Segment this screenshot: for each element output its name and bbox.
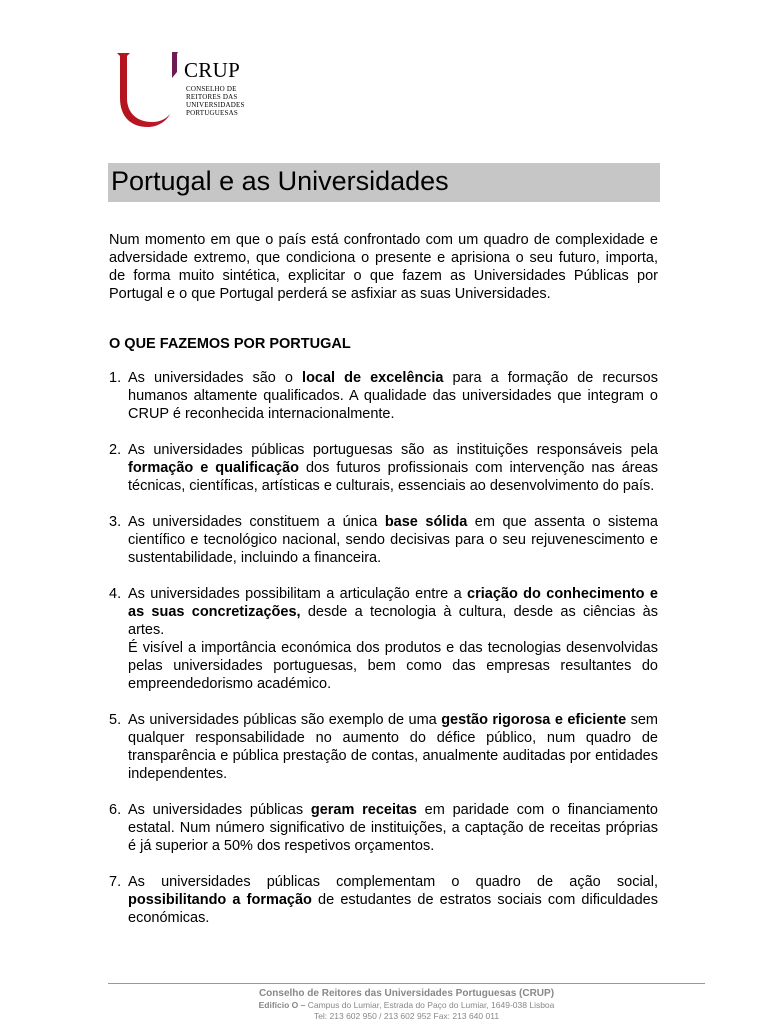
list-item-text: As universidades públicas portuguesas são as instituições responsáveis pela [128, 442, 658, 458]
intro-paragraph: Num momento em que o país está confrontado com um quadro de complexidade e adversidade extremo, que condiciona o presente e aprisiona o seu futuro, importa, de forma muito sintética, explicitar o que fazem as Universidades Públicas por Portugal e o que Portugal perderá se asfixiar as suas Universidades. [109, 232, 658, 302]
list-item-emphasis: local de excelência [302, 370, 444, 386]
list-item-text: As universidades públicas [128, 802, 311, 818]
logo-subtitle: CONSELHO DE REITORES DAS UNIVERSIDADES PORTUGUESAS [186, 85, 245, 117]
list-item [109, 441, 658, 495]
list-item-text: As universidades públicas complementam o quadro de ação social, [128, 874, 658, 890]
list-item-text: em paridade com o financiamento estatal. Num número significativo de instituições, a captação de receitas próprias é já superior a 50% dos respetivos orçamentos. [128, 802, 658, 854]
list-item-text: As universidades públicas são exemplo de uma [128, 712, 442, 728]
crup-logo [114, 48, 254, 130]
page-title: Portugal e as Universidades [111, 166, 449, 196]
footer-address [108, 1000, 705, 1011]
list-item-text: dos futuros profissionais com intervenção nas áreas técnicas, científicas, artísticas e culturais, essenciais ao desenvolvimento do país. [128, 460, 658, 494]
list-item-number: 6. [109, 802, 122, 818]
list-item-number: 7. [109, 874, 122, 890]
list-item [109, 801, 658, 855]
list-item-emphasis: geram receitas [310, 802, 417, 818]
list-item [109, 585, 658, 693]
list-item-text: desde a tecnologia à cultura, desde as ciências às artes. [128, 604, 658, 638]
footer [108, 988, 705, 1022]
list-item-number: 4. [109, 586, 122, 602]
list-item-emphasis: gestão rigorosa e eficiente [441, 712, 627, 728]
list-item-number: 2. [109, 442, 122, 458]
list-item-extra: É visível a importância económica dos produtos e das tecnologias desenvolvidas pelas universidades portuguesas, bem como das empresas resultantes do empreendedorismo académico. [128, 640, 658, 692]
list-item [109, 513, 658, 567]
list-item [109, 711, 658, 783]
list-item-text: As universidades constituem a única [128, 514, 385, 530]
list-item-text: As universidades são o [128, 370, 303, 386]
document-body [109, 231, 658, 945]
list-item-number: 3. [109, 514, 122, 530]
list-item-text: As universidades possibilitam a articulação entre a [128, 586, 468, 602]
list-item-emphasis: possibilitando a formação [128, 892, 312, 908]
footer-address-text: Campus do Lumiar, Estrada do Paço do Lumiar, 1649-038 Lisboa [305, 1000, 555, 1010]
list-item-emphasis: formação e qualificação [128, 460, 300, 476]
crup-u-emblem-icon [114, 48, 184, 130]
list-item-text: sem qualquer responsabilidade no aumento do défice público, num quadro de transparência e pública prestação de contas, anualmente auditadas por entidades independentes. [128, 712, 658, 782]
logo-name: CRUP [184, 58, 241, 82]
section-heading: O QUE FAZEMOS POR PORTUGAL [109, 336, 351, 352]
numbered-list [109, 369, 658, 927]
list-item [109, 873, 658, 927]
list-item-text: de estudantes de estratos sociais com dificuldades económicas. [128, 892, 658, 926]
list-item [109, 369, 658, 423]
list-item-emphasis: base sólida [384, 514, 468, 530]
list-item-number: 1. [109, 370, 122, 386]
list-item-text: para a formação de recursos humanos altamente qualificados. A qualidade das universidades que integram o CRUP é reconhecida internacionalmente. [128, 370, 658, 422]
footer-address-building: Edifício O – [258, 1000, 306, 1010]
footer-title: Conselho de Reitores das Universidades Portuguesas (CRUP) [258, 988, 555, 999]
list-item-number: 5. [109, 712, 122, 728]
footer-phone: Tel: 213 602 950 / 213 602 952 Fax: 213 640 011 [313, 1011, 500, 1021]
footer-divider [108, 983, 705, 984]
title-bar [108, 163, 660, 202]
list-item-emphasis: criação do conhecimento e as suas concretizações, [128, 586, 658, 620]
list-item-text: em que assenta o sistema científico e tecnológico nacional, sendo decisivas para o seu rejuvenescimento e sustentabilidade, incluindo a financeira. [128, 514, 658, 566]
